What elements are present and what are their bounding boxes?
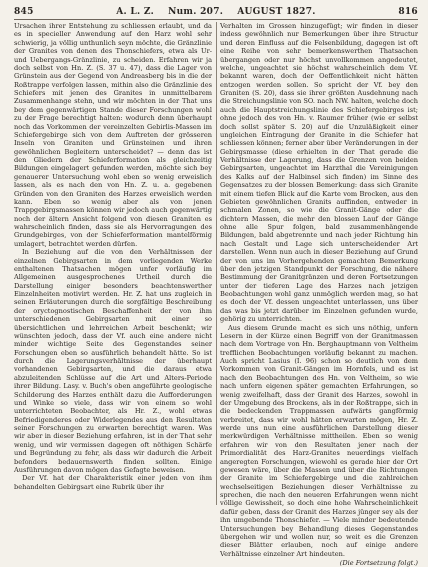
journal-title: A. L. Z. [116,7,155,17]
left-paragraph-1: Ursachen ihrer Entstehung zu schliessen erlaubt, und da es in specieller Anwendung auf den Harz wohl sehr schwierig, ja völlig unthunlich seyn möchte, die Gränzlinie der Granites von denen des Thonschiefers, etwa als Ur- und Uebergangs-Gränzlinie, zu scheiden. Erfahren wir ja doch selbst von Hn. Z. (S. 37 u. 47), dass die Lager von Grünstein aus der Gegend von Andreasberg bis in die der Roßtrappe verfolgen lassen, mithin also die Gränzlinie des Schiefers mit jenen des Granites in unmittelbarem Zusammenhange stehn, und wir möchten in der That uns bey dem gegenwärtigen Stande dieser Forschungen wohl zu der Frage berechtigt halten: wodurch denn überhaupt noch das Vorkommen der vereinzelten Gebirlis-Massen im Schiefergebirge sich von dem Auftreten der grösseren Inseln von Graniten und Grünsteinen und ihren gewöhnlichen Begleitern unterscheidet? — denn das ist den Gliedern der Schieferformation als gleichzeitig Bildungen eingelagert gefunden werden, möchte sich bey genauerer Untersuchung wohl eben so wenig erweislich lassen, als es nach den von Hn. Z. u. a. gegebenen Gründen von den Graniten des Harzes erweislich werden kann. Eben so wenig aber als von jenen Trappgebirgsmassen können wir jedoch auch gegenwärtig noch der ältern Ansicht folgend von diesen Graniten es wahrscheinlich finden, dass sie als Hervorragungen des Grundgebirges, von der Schieferformation mantelförmig umlagert, betrachtet werden dürfen. [14,22,212,248]
left-paragraph-3: Der Vf. hat der Charakteristik einer jeden von ihm behandelten Gebirgsart eine Rubrik über ihr [14,474,212,491]
right-paragraph-1: Verhalten im Grossen hinzugefügt; wir finden in dieser indess gewöhnlich nur Bemerkungen über ihre Structur und deren Einfluss auf die Felsenbildung, dagegen ist oft eine Reihe von sehr bemerkenswerthen Thatsachen übergangen oder nur höchst unvollkommen angedeutet, welche, ungeachtet sie höchst wahrscheinlich dem Vf. bekannt waren, doch der Oeffentlichkeit nicht hätten entzogen werden sollen. So spricht der Vf. bey den Graniten (S. 20), dass sie ihrer größten Ausdehnung nach die Streichungslinie von SO. nach NW. halten, welche doch auch die Hauptstreichungslinie des Schiefergebirges ist; ohne jedoch des von Hn. v. Raumer früher (wie er selbst doch sollst später S. 20) auf die Unzuläßigkeit einer ungleichen Eintragung der Granite in die Schiefer hat schliessen können; ferner aber über Veränderungen in der Gebirgsmasse (diese erhielten in der That gerade die Verhältnisse der Lagerung, dass die Grenzen von beiden Gebirgsarten, ungeachtet im Harzthal die Vereinigungen des Kalks auf der Halbinsel sich finden) im Sinne des Gegensatzes zu der blossen Bemerkung: dass sich Granite mit einem tiefen Blick auf die Karte vom Brocken, aus den Gebieten gewöhnlichen Granits auffinden, entweder in schmalen Zonen, so wie die Granit-Gänge oder die dichtern Massen, die mehr den blossen Lauf der Gänge ohne alle Spur folgen, bald zusammenhängende Bildungen, bald abgetrennte und nach jeder Richtung hin nach Gestalt und Lage sich unterscheidender Art darstellen. Wenn nun auch in dieser Beziehung auf Grund der von uns im Vorhergehenden gemachten Bemerkung über den jetzigen Standpunkt der Forschung, die nähere Bestimmung der Granitgränzen und deren Fortsetzungen unter der tieferen Lage des Harzes nach jetzigen Beobachtungen wohl ganz unmöglich werden mag, so hat es doch der Vf. dessen ungeachtet unterlassen, uns über das was bis jetzt darüber im Einzelnen gefunden wurde, gehörig zu unterrichten. [220,22,418,324]
page-number-left: 845 [14,7,34,17]
left-column [14,22,212,505]
header-center [116,7,315,17]
column-divider [216,22,217,505]
header-rule [14,19,418,20]
right-column [220,22,418,567]
page-number-right: 816 [398,7,418,17]
page-header [14,4,418,20]
issue-number: Num. 207. [168,7,224,17]
issue-date: AUGUST 1827. [237,7,316,17]
right-paragraph-2: Aus diesem Grunde macht es sich uns nöthig, unfern Lesern in der Kürze einen Begriff von der Granitmassen nach dem Vortrage von Hn. Berghauptmann von Veltheim trefflichen Beobachtungen vorläufig bekannt zu machen. Auch spricht Lasius (I. 96) schon so deutlich von dem Vorkommen von Granit-Gängen im Hornfels, und es ist nach den Beobachtungen des Hn. von Veltheim, so wie nach unfern eigenen später gemachten Erfahrungen, so wenig zweifelhaft, dass der Granit des Harzes, sowohl in der Umgebung des Brockens, als in der Roßtrappe, sich in die bedeckenden Trappmassen aufwärts gangförmig verbreitet, dass wir wohl hätten erwarten mögen, Hr. Z. werde uns nun eine ausführlichen Darstellung dieser merkwürdigen Verhältnisse mittheilen. Eben so wenig erfahren wir von den Resultaten jener nach der Primordialität des Harz-Granites neuerdings vielfach angeregten Forschungen, wiewohl es gerade hier der Ort gewesen wäre, über die Massen und über die Richtungen der Granite im Schiefergebirge und die zahlreichen wechselseitigen Beziehungen dieser Verhältnisse zu sprechen, die nach den neueren Erfahrungen wenn nicht völlige Gewissheit, so doch eine hohe Wahrscheinlichkeit dafür geben, dass der Granit des Harzes jünger sey als der ihn umgebende Thonschiefer. — Viele minder bedeutende Untersuchungen bey Behandlung dieses Gegenstandes übergehen wir und wollen nur, so weit es die Grenzen dieser Blätter erlauben, noch auf einige andere Verhältnisse einzelner Art hindeuten. [220,323,418,558]
continuation-note: (Die Fortsetzung folgt.) [339,559,418,567]
left-paragraph-2: In Beziehung auf die von den Verhältnissen der einzelnen Gebirgsarten in dem vorliegenden Werke enthaltenen Thatsachen mögen unfer vorläufig im Allgemeinen ausgesprochenes Urtheil durch die Darstellung einiger besonders beachtenswerther Einzelnheiten motivirt werden. Hr. Z. hat uns zugleich in seinen Erläuterungen durch die sorgfältige Beschreibung der oryctognostischen Beschaffenheit der von ihm unterschiedenen Gebirgsarten mit einer so übersichtlichen und lehrreichen Arbeit beschenkt; wir wünschten jedoch, dass der Vf. auch eine andere nicht minder wichtige Seite des Gegenstandes seiner Forschungen eben so ausführlich behandelt hätte. So ist durch die Lagerungsverhältnisse der überhaupt vorhandenen Gebirgsarten, und die daraus etwa abzuleitenden Schlüsse auf die Art und Alters-Periode ihrer Bildung. Lasy. v. Buch's oben angeführte geologische Schilderung des Harzes enthält dazu die Aufforderungen und Winke so viele, dass wir von einem so wohl unterrichteten Beobachter, als Hr. Z., wohl etwas Befriedigenderes oder Widerlegendes aus den Resultaten seiner Forschungen zu erwarten berechtigt waren. Was wir aber in dieser Beziehung erfahren, ist in der That sehr wenig, und wir vermissen dagegen oft nöthigen Schärfe und Begründung zu fehr, als dass wir dadurch die Arbeit befonders bedauernswerth finden sollten. Einige Ausführungen davon mögen das Gefagte beweisen. [14,248,212,474]
